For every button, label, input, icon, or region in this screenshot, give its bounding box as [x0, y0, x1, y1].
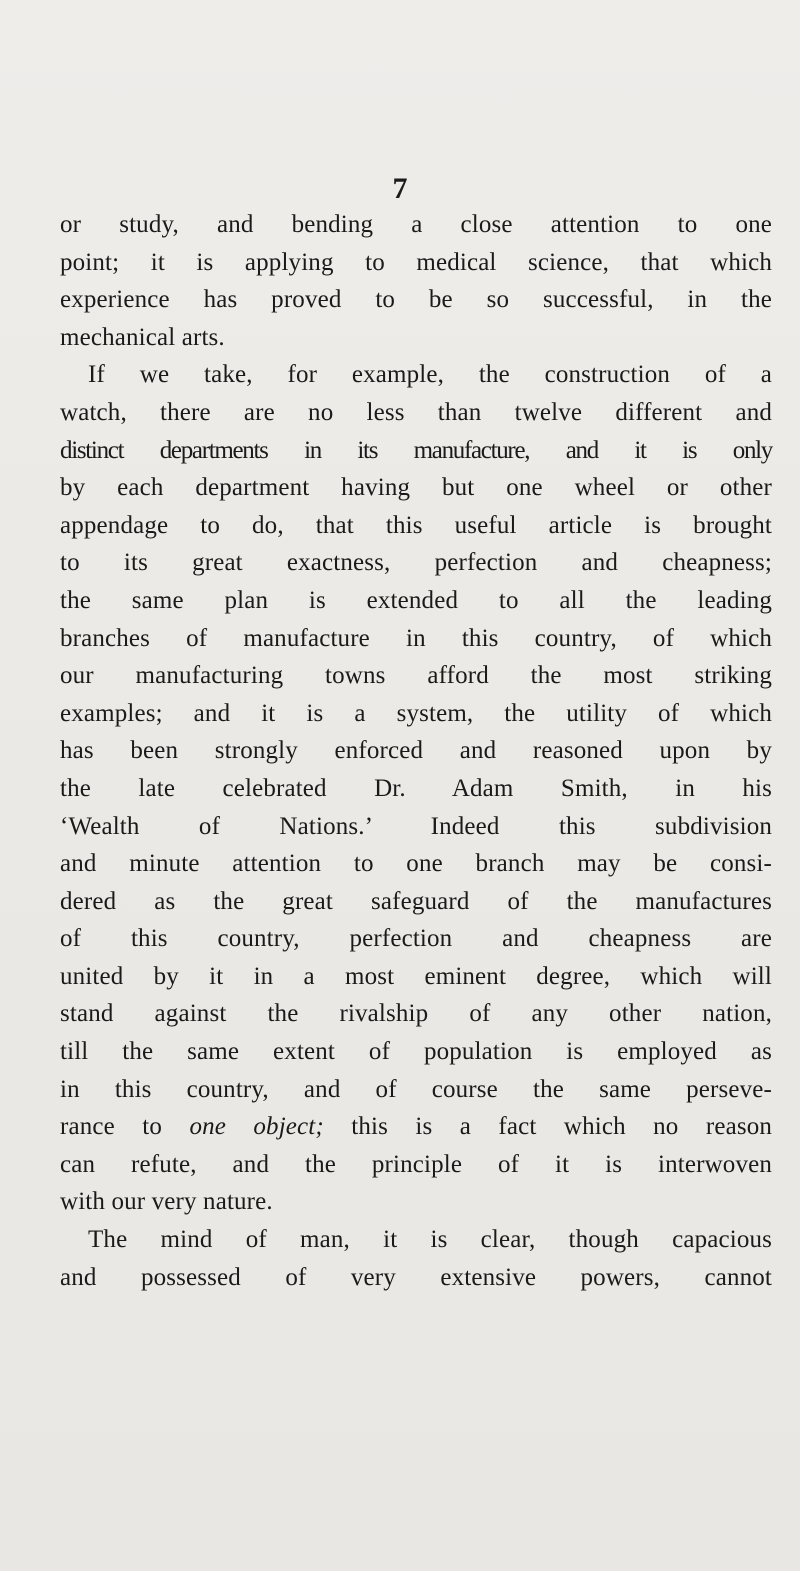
text-line-22: stand against the rivalship of any other nation,: [60, 1000, 772, 1028]
text-line-19: dered as the great safeguard of the manufactures: [60, 887, 772, 915]
text-line-7: distinct departments in its manufacture, and it is only: [60, 436, 772, 464]
text-segment: rance to: [60, 1113, 163, 1141]
text-line-10: to its great exactness, perfection and cheapness;: [60, 549, 772, 577]
text-line-9: appendage to do, that this useful article is brought: [60, 511, 772, 539]
page-number: 7: [392, 172, 408, 205]
text-line-8: by each department having but one wheel or other: [60, 474, 772, 502]
text-line-12: branches of manufacture in this country, of which: [60, 624, 772, 652]
text-segment: this is a fact which no reason: [351, 1113, 773, 1141]
text-line-16: the late celebrated Dr. Adam Smith, in his: [60, 774, 772, 802]
text-line-26: can refute, and the principle of it is interwoven: [60, 1150, 772, 1178]
text-line-14: examples; and it is a system, the utility of which: [60, 699, 772, 727]
text-line-25: [60, 1108, 772, 1146]
body-text: [60, 206, 772, 1296]
text-line-29: and possessed of very extensive powers, cannot: [60, 1263, 772, 1291]
text-line-5: If we take, for example, the construction of a: [88, 361, 772, 389]
text-line-20: of this country, perfection and cheapness are: [60, 925, 772, 953]
text-line-13: our manufacturing towns afford the most striking: [60, 662, 772, 690]
text-line-15: has been strongly enforced and reasoned upon by: [60, 737, 772, 765]
text-line-11: the same plan is extended to all the leading: [60, 586, 772, 614]
text-line-3: experience has proved to be so successful, in the: [60, 286, 772, 314]
text-line-6: watch, there are no less than twelve different and: [60, 398, 772, 426]
text-line-17: ‘Wealth of Nations.’ Indeed this subdivision: [60, 812, 772, 840]
text-line-1: or study, and bending a close attention to one: [60, 211, 772, 238]
text-line-18: and minute attention to one branch may be consi-: [60, 850, 772, 878]
text-line-28: The mind of man, it is clear, though capacious: [88, 1226, 772, 1254]
text-line-27: with our very nature.: [60, 1188, 273, 1216]
text-line-24: in this country, and of course the same perseve-: [60, 1075, 772, 1103]
emphasis-text: one object;: [189, 1113, 324, 1141]
text-line-4: mechanical arts.: [60, 323, 225, 351]
text-line-21: united by it in a most eminent degree, which will: [60, 962, 772, 990]
text-line-2: point; it is applying to medical science, that which: [60, 248, 772, 276]
text-line-23: till the same extent of population is employed as: [60, 1038, 772, 1066]
